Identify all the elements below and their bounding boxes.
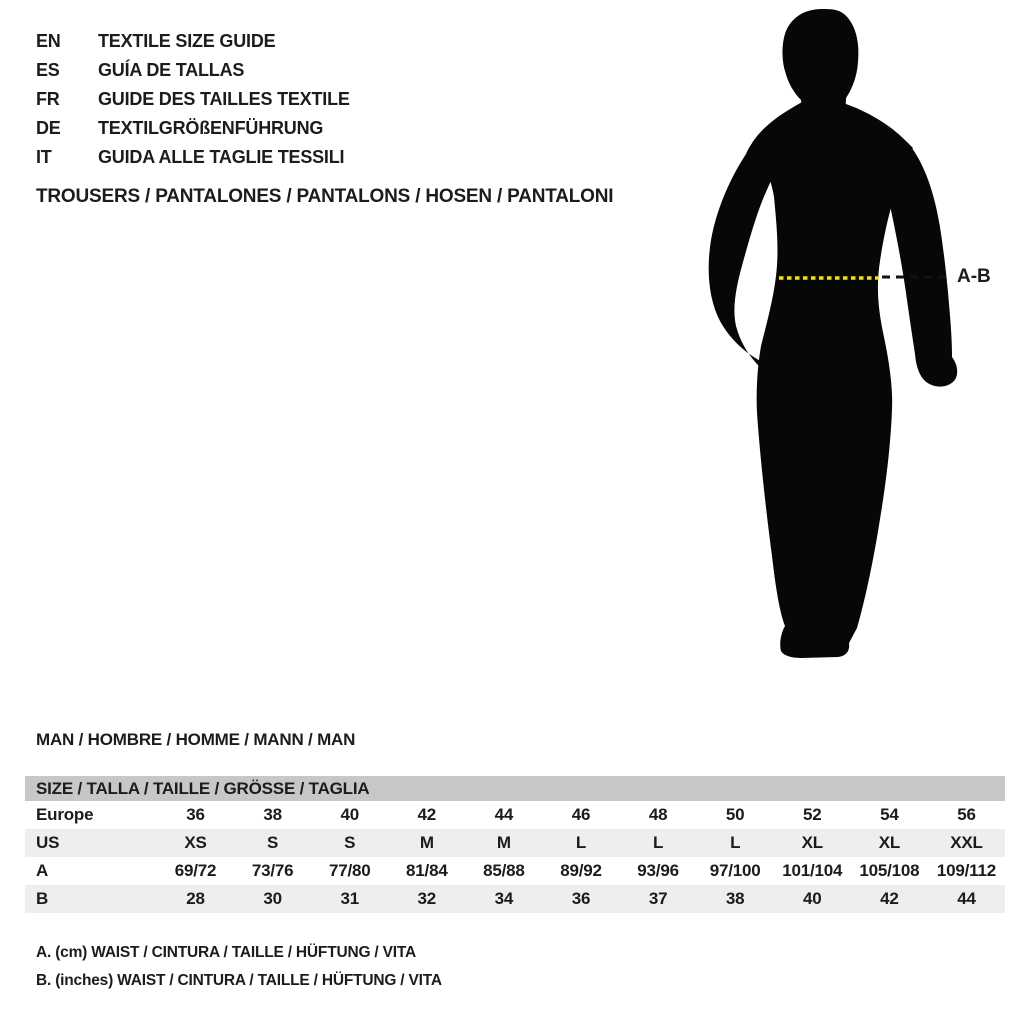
language-guide-title: TEXTILE SIZE GUIDE — [98, 31, 276, 51]
table-cell: 56 — [957, 805, 976, 824]
table-row — [25, 857, 1005, 885]
size-table-body — [25, 801, 1005, 913]
table-cell: XS — [184, 833, 207, 852]
table-cell: 77/80 — [328, 861, 371, 880]
table-row — [25, 801, 1005, 829]
table-cell: 31 — [340, 889, 359, 908]
table-cell: 101/104 — [782, 861, 843, 880]
size-table — [25, 776, 1005, 913]
table-row — [25, 885, 1005, 913]
table-cell: 38 — [263, 805, 282, 824]
table-cell: 28 — [186, 889, 205, 908]
table-cell: 97/100 — [709, 861, 761, 880]
table-cell: M — [496, 833, 511, 852]
table-cell: 69/72 — [174, 861, 217, 880]
table-cell: 73/76 — [251, 861, 294, 880]
table-cell: L — [575, 833, 587, 852]
row-label: US — [36, 833, 60, 852]
language-guide-item — [36, 85, 350, 114]
table-cell: 44 — [494, 805, 514, 824]
footnotes — [36, 944, 442, 1000]
footnote-a: A. (cm) WAIST / CINTURA / TAILLE / HÜFTUNG / VITA — [36, 944, 416, 961]
table-cell: 40 — [340, 805, 359, 824]
section-title: MAN / HOMBRE / HOMME / MANN / MAN — [36, 730, 356, 749]
table-cell: 46 — [571, 805, 591, 824]
language-code: DE — [36, 118, 61, 138]
table-cell: 40 — [803, 889, 822, 908]
table-cell: 93/96 — [637, 861, 679, 880]
language-guide-list — [36, 27, 350, 172]
table-cell: 54 — [880, 805, 899, 824]
language-guide-title: GUÍA DE TALLAS — [98, 60, 245, 80]
table-cell: L — [730, 833, 741, 852]
man-silhouette-figure — [620, 0, 1024, 680]
table-cell: S — [267, 833, 279, 852]
language-guide-item — [36, 56, 350, 85]
row-label: Europe — [36, 805, 94, 824]
table-cell: 36 — [571, 889, 591, 908]
table-cell: S — [344, 833, 356, 852]
language-guide-title: GUIDE DES TAILLES TEXTILE — [98, 89, 350, 109]
table-cell: 36 — [186, 805, 205, 824]
table-cell: XL — [878, 833, 901, 852]
table-cell: 42 — [880, 889, 899, 908]
table-cell: XXL — [950, 833, 983, 852]
table-cell: 44 — [957, 889, 976, 908]
size-table-header: SIZE / TALLA / TAILLE / GRÖSSE / TAGLIA — [25, 776, 1005, 801]
language-guide-item — [36, 27, 350, 56]
table-cell: M — [419, 833, 434, 852]
table-cell: 48 — [648, 805, 668, 824]
table-cell: 89/92 — [560, 861, 602, 880]
table-cell: 81/84 — [406, 861, 448, 880]
language-guide-title: TEXTILGRÖßENFÜHRUNG — [98, 118, 324, 138]
table-cell: 109/112 — [936, 861, 997, 880]
language-guide-title: GUIDA ALLE TAGLIE TESSILI — [98, 147, 345, 167]
language-code: EN — [36, 31, 61, 51]
table-cell: 52 — [803, 805, 822, 824]
table-cell: L — [652, 833, 664, 852]
language-code: ES — [36, 60, 60, 80]
language-code: IT — [36, 147, 52, 167]
table-cell: XL — [801, 833, 823, 852]
measure-label: A-B — [957, 266, 991, 287]
table-cell: 34 — [494, 889, 514, 908]
table-cell: 37 — [648, 889, 668, 908]
table-cell: 85/88 — [483, 861, 525, 880]
table-cell: 38 — [725, 889, 745, 908]
table-cell: 30 — [263, 889, 282, 908]
row-label: A — [36, 861, 49, 880]
category-title: TROUSERS / PANTALONES / PANTALONS / HOSEN / PANTALONI — [36, 186, 614, 207]
table-cell: 42 — [417, 805, 437, 824]
language-guide-item — [36, 114, 350, 143]
row-label: B — [36, 889, 49, 908]
language-guide-item — [36, 143, 350, 172]
table-cell: 105/108 — [859, 861, 920, 880]
table-row — [25, 829, 1005, 857]
language-code: FR — [36, 89, 60, 109]
table-cell: 32 — [417, 889, 437, 908]
footnote-b: B. (inches) WAIST / CINTURA / TAILLE / HÜFTUNG / VITA — [36, 972, 442, 989]
table-cell: 50 — [725, 805, 745, 824]
